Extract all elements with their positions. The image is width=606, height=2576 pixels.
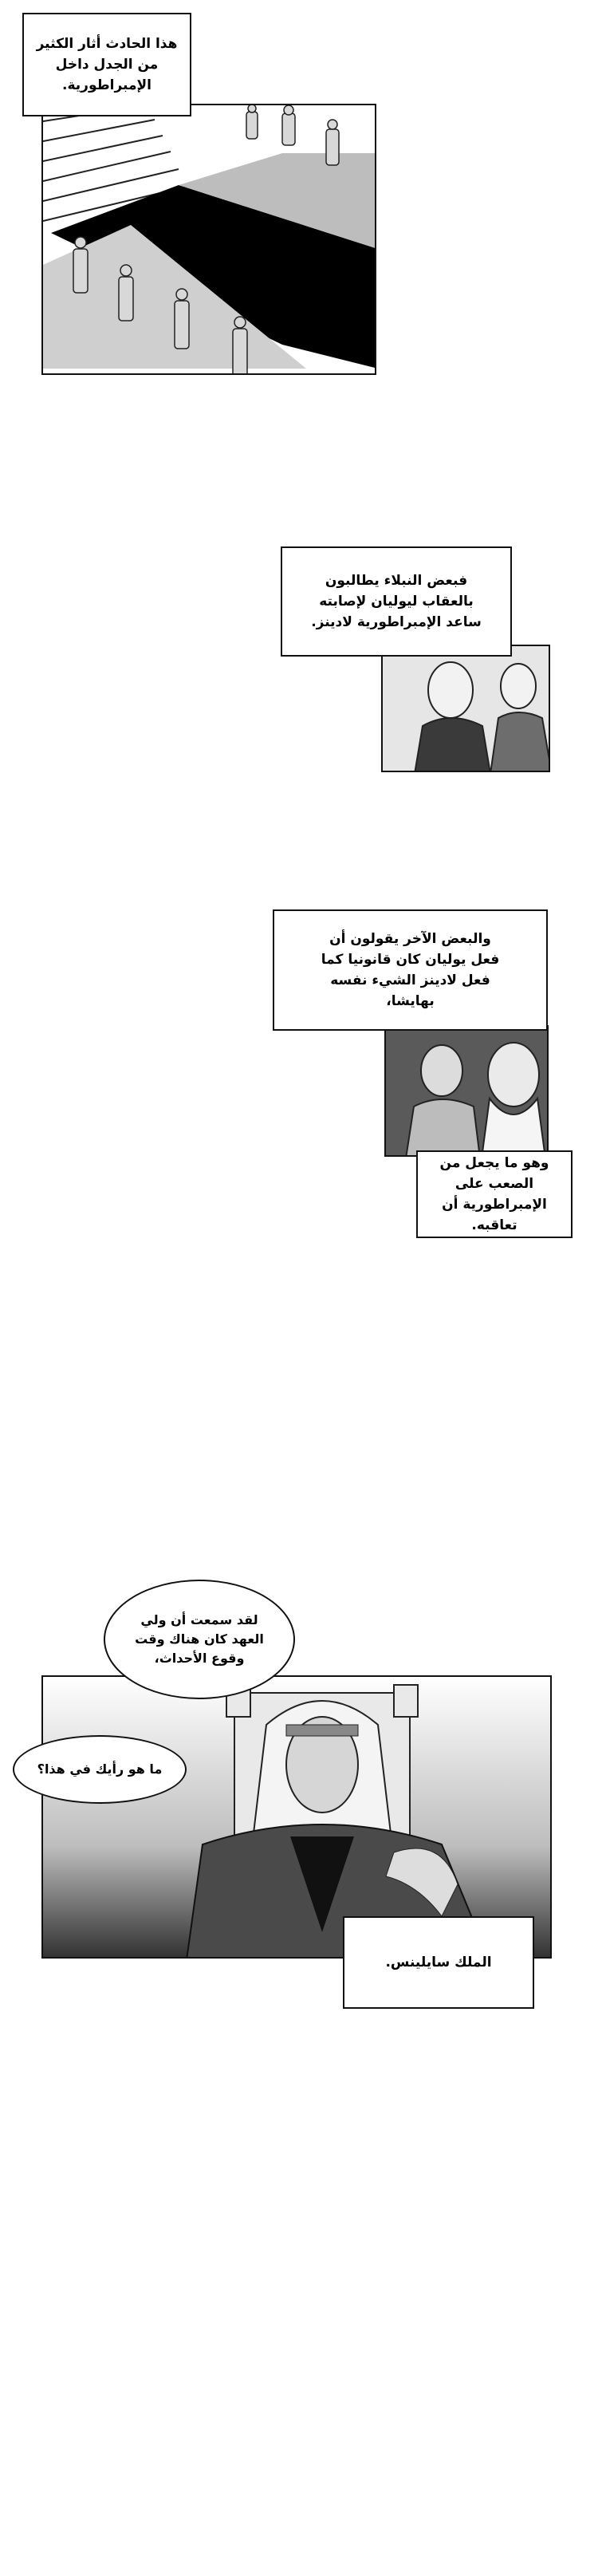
caption-nobles xyxy=(281,546,512,657)
caption-nobles-text: فبعض النبلاء يطالبون بالعقاب ليوليان لإصابته ساعد الإمبراطورية لادينز. xyxy=(311,573,482,630)
caption-controversy xyxy=(22,13,191,116)
caption-difficult xyxy=(416,1150,573,1238)
caption-others xyxy=(273,909,548,1031)
caption-others-text: والبعض الآخر يقولون أن فعل يوليان كان قانونيا كما فعل لادينز الشيء نفسه بهايشا، xyxy=(321,931,500,1009)
caption-king-name-text: الملك سايلينس. xyxy=(385,1955,492,1970)
speech-bubble-prince-text: لقد سمعت أن ولي العهد كان هناك وقت وقوع الأحداث، xyxy=(135,1612,264,1666)
nobles-illustration xyxy=(383,646,550,772)
panel-elders xyxy=(384,1025,549,1157)
speech-bubble-opinion-text: ما هو رأيك في هذا؟ xyxy=(37,1761,163,1777)
panel-nobles xyxy=(381,645,550,772)
caption-king-name xyxy=(343,1916,534,2009)
speech-bubble-prince xyxy=(104,1580,295,1699)
elders-illustration xyxy=(386,1027,549,1157)
speech-bubble-opinion xyxy=(13,1735,187,1804)
panel-courtyard xyxy=(41,104,376,375)
caption-difficult-text: وهو ما يجعل من الصعب على الإمبراطورية أن تعاقبه. xyxy=(439,1155,549,1233)
courtyard-illustration xyxy=(43,105,376,375)
caption-controversy-text: هذا الحادث أثار الكثير من الجدل داخل الإمبراطورية. xyxy=(36,36,178,93)
